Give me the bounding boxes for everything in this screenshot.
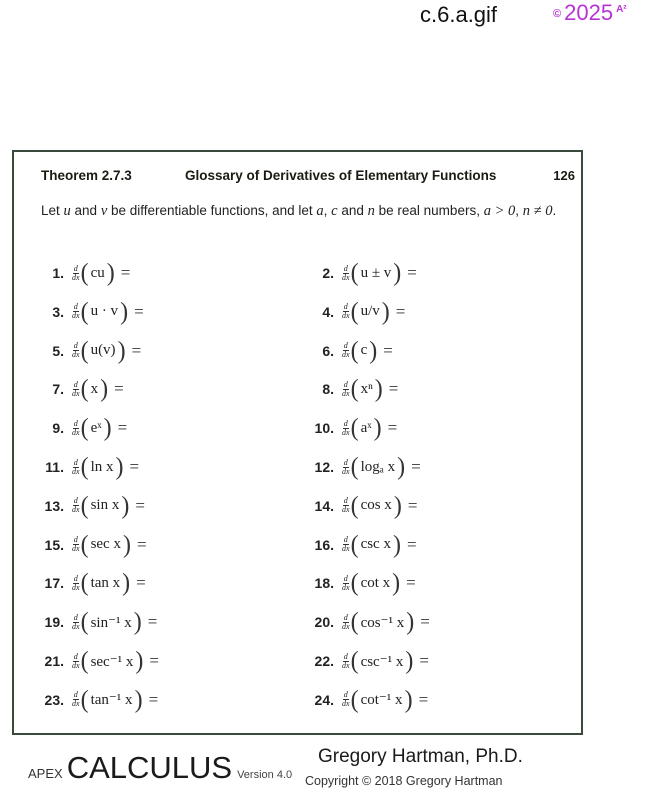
close-paren: ) — [117, 336, 126, 365]
formula-expression: tan⁻¹ x — [90, 692, 133, 709]
ddx-denominator: dx — [342, 427, 350, 437]
formula-expression: u(v) — [90, 342, 116, 359]
formula-item — [306, 374, 398, 404]
close-paren: ) — [392, 530, 401, 559]
formula-item — [306, 646, 429, 676]
formula-number: 9. — [52, 420, 64, 437]
formula-number: 13. — [44, 497, 64, 514]
derivative-operator — [72, 459, 80, 476]
formula-item — [36, 258, 130, 288]
formula-expression: c — [360, 342, 368, 359]
equals-sign: = — [129, 457, 140, 476]
ddx-denominator: dx — [72, 699, 80, 709]
ddx-denominator: dx — [342, 505, 350, 515]
equals-sign: = — [383, 340, 393, 360]
derivative-operator — [72, 653, 80, 670]
formula-item — [36, 336, 141, 366]
formula-expression: logₐ x — [360, 458, 396, 475]
open-paren: ( — [350, 336, 359, 365]
formula-number: 19. — [44, 614, 64, 631]
formula-item — [306, 491, 417, 521]
formula-expression: csc x — [360, 536, 391, 553]
formula-number: 10. — [314, 420, 334, 437]
ddx-denominator: dx — [342, 272, 350, 282]
version-label: Version 4.0 — [237, 769, 293, 781]
derivative-operator — [72, 265, 80, 282]
ddx-denominator: dx — [72, 505, 80, 515]
formula-expression: sin⁻¹ x — [90, 614, 132, 631]
ddx-denominator: dx — [72, 466, 80, 476]
intro-var-a: a — [316, 203, 324, 219]
close-paren: ) — [392, 569, 401, 598]
equals-sign: = — [388, 379, 399, 399]
formula-expression: eˣ — [90, 419, 102, 436]
ddx-denominator: dx — [342, 466, 350, 476]
ddx-numerator: d — [343, 457, 348, 467]
ddx-numerator: d — [343, 263, 348, 273]
derivative-operator — [342, 381, 350, 398]
copyright-icon: © — [553, 8, 562, 20]
formula-number: 21. — [44, 653, 64, 669]
derivative-operator — [72, 303, 80, 320]
equals-sign: = — [135, 495, 145, 515]
ddx-numerator: d — [73, 302, 78, 312]
formula-item — [306, 607, 430, 637]
formula-item — [36, 413, 127, 443]
formula-expression: tan x — [90, 574, 121, 591]
ddx-numerator: d — [73, 379, 78, 389]
formula-item — [306, 413, 397, 443]
page-number: 126 — [553, 168, 575, 183]
ddx-numerator: d — [343, 612, 348, 622]
intro-condition-a: a > 0 — [483, 203, 516, 219]
theorem-number: Theorem 2.7.3 — [41, 168, 132, 183]
derivative-operator — [342, 265, 350, 282]
close-paren: ) — [404, 686, 413, 714]
close-paren: ) — [393, 492, 402, 520]
derivative-operator — [342, 653, 350, 670]
close-paren: ) — [103, 414, 112, 442]
formula-item — [306, 568, 416, 598]
open-paren: ( — [350, 414, 359, 442]
formula-expression: cot x — [360, 574, 391, 591]
equals-sign: = — [407, 495, 418, 515]
derivative-operator — [72, 575, 80, 592]
formula-expression: cos x — [360, 497, 392, 514]
formula-number: 15. — [44, 536, 64, 553]
formula-expression: csc⁻¹ x — [360, 653, 404, 670]
open-paren: ( — [350, 686, 359, 714]
open-paren: ( — [350, 647, 359, 675]
formula-number: 4. — [322, 303, 334, 320]
formula-number: 7. — [52, 381, 64, 398]
formula-item — [36, 568, 146, 598]
equals-sign: = — [387, 418, 398, 438]
open-paren: ( — [80, 530, 89, 559]
derivative-operator — [72, 536, 80, 553]
intro-text: , — [515, 203, 523, 218]
formula-expression: ln x — [90, 458, 114, 475]
intro-text: be differentiable functions, and let — [107, 203, 317, 218]
copyright-badge — [553, 0, 627, 26]
ddx-numerator: d — [73, 535, 78, 545]
close-paren: ) — [133, 608, 142, 636]
equals-sign: = — [395, 301, 406, 321]
formula-expression: cu — [90, 264, 105, 281]
formula-expression: u ± v — [360, 264, 392, 281]
ddx-denominator: dx — [72, 427, 80, 437]
formula-number: 12. — [314, 459, 334, 475]
ddx-numerator: d — [343, 690, 348, 700]
ddx-numerator: d — [343, 535, 348, 545]
equals-sign: = — [147, 612, 158, 632]
formula-item — [36, 452, 139, 482]
open-paren: ( — [350, 569, 359, 598]
equals-sign: = — [136, 573, 146, 593]
open-paren: ( — [350, 492, 359, 520]
ddx-denominator: dx — [342, 582, 350, 592]
copyright-year: 2025 — [564, 0, 614, 25]
equals-sign: = — [136, 534, 147, 554]
formula-number: 23. — [44, 691, 64, 708]
ddx-numerator: d — [343, 573, 348, 583]
open-paren: ( — [80, 569, 89, 598]
formula-number: 24. — [314, 691, 334, 708]
ddx-numerator: d — [73, 341, 78, 351]
close-paren: ) — [100, 375, 109, 404]
ddx-numerator: d — [73, 651, 78, 661]
ddx-denominator: dx — [72, 621, 80, 631]
equals-sign: = — [406, 573, 416, 593]
filename-label: c.6.a.gif — [420, 2, 498, 27]
formula-item — [36, 646, 159, 676]
formula-expression: aˣ — [360, 419, 372, 436]
ddx-denominator: dx — [342, 388, 350, 398]
formula-expression: cot⁻¹ x — [360, 692, 403, 709]
ddx-denominator: dx — [342, 660, 350, 670]
equals-sign: = — [418, 689, 429, 709]
formula-item — [36, 374, 124, 404]
open-paren: ( — [350, 453, 359, 481]
open-paren: ( — [350, 259, 359, 287]
open-paren: ( — [350, 375, 359, 404]
ddx-denominator: dx — [342, 544, 350, 554]
formula-expression: x — [90, 380, 99, 397]
close-paren: ) — [369, 336, 378, 365]
close-paren: ) — [135, 647, 144, 675]
equals-sign: = — [117, 418, 128, 438]
intro-var-v: v — [100, 203, 108, 219]
derivative-operator — [342, 575, 350, 592]
intro-text: Let — [41, 203, 64, 218]
ddx-numerator: d — [343, 341, 348, 351]
formula-expression: u · v — [90, 303, 119, 320]
ddx-denominator: dx — [72, 272, 80, 282]
close-paren: ) — [397, 453, 406, 481]
derivative-operator — [72, 691, 80, 708]
formula-item — [36, 530, 147, 560]
equals-sign: = — [406, 534, 417, 554]
intro-var-n: n — [367, 203, 375, 219]
formula-expression: xⁿ — [360, 380, 373, 397]
copyright-notice: Copyright © 2018 Gregory Hartman — [305, 774, 503, 788]
theorem-title: Glossary of Derivatives of Elementary Functions — [185, 168, 497, 183]
derivative-operator — [342, 303, 350, 320]
close-paren: ) — [122, 530, 131, 559]
ddx-numerator: d — [73, 263, 78, 273]
formula-number: 8. — [322, 381, 334, 398]
equals-sign: = — [407, 263, 417, 282]
open-paren: ( — [80, 375, 89, 404]
intro-condition-n: n ≠ 0 — [522, 203, 553, 219]
formula-item — [36, 297, 144, 327]
intro-var-c: c — [331, 203, 338, 219]
intro-text: , — [323, 203, 332, 218]
close-paren: ) — [393, 259, 402, 287]
close-paren: ) — [381, 298, 390, 326]
intro-text: and — [337, 203, 368, 218]
open-paren: ( — [80, 259, 89, 287]
open-paren: ( — [350, 608, 359, 636]
equals-sign: = — [411, 457, 421, 476]
equals-sign: = — [419, 651, 429, 670]
open-paren: ( — [350, 298, 359, 326]
close-paren: ) — [405, 647, 414, 675]
equals-sign: = — [148, 689, 159, 709]
formula-item — [306, 336, 393, 366]
formula-number: 20. — [314, 614, 334, 631]
calculus-wordmark: CALCULUS — [66, 750, 233, 785]
ddx-numerator: d — [343, 379, 348, 389]
theorem-header — [41, 168, 575, 183]
open-paren: ( — [80, 453, 89, 481]
ddx-numerator: d — [343, 302, 348, 312]
equals-sign: = — [131, 340, 142, 360]
ddx-numerator: d — [73, 496, 78, 506]
theorem-box — [12, 150, 583, 735]
ddx-numerator: d — [343, 418, 348, 428]
ddx-denominator: dx — [342, 621, 350, 631]
close-paren: ) — [115, 453, 124, 481]
ddx-numerator: d — [73, 573, 78, 583]
ddx-denominator: dx — [72, 350, 80, 360]
formula-item — [306, 685, 428, 715]
formula-item — [306, 530, 417, 560]
formula-number: 2. — [322, 265, 334, 281]
ddx-numerator: d — [73, 457, 78, 467]
close-paren: ) — [374, 375, 383, 404]
close-paren: ) — [121, 492, 130, 520]
equals-sign: = — [420, 612, 430, 632]
derivative-operator — [342, 497, 350, 514]
close-paren: ) — [122, 569, 131, 598]
formula-item — [36, 607, 157, 637]
theorem-intro — [41, 200, 561, 222]
formula-item — [306, 297, 405, 327]
derivative-operator — [342, 691, 350, 708]
formula-number: 5. — [52, 342, 64, 359]
intro-text: . — [552, 203, 557, 218]
open-paren: ( — [80, 336, 89, 365]
apex-wordmark: APEX — [28, 766, 63, 781]
close-paren: ) — [406, 608, 415, 636]
derivative-operator — [72, 497, 80, 514]
ddx-denominator: dx — [72, 388, 80, 398]
formula-expression: sin x — [90, 497, 120, 514]
formula-item — [306, 258, 417, 288]
close-paren: ) — [134, 686, 143, 714]
formula-expression: sec⁻¹ x — [90, 653, 134, 670]
ddx-denominator: dx — [72, 544, 80, 554]
equals-sign: = — [114, 379, 124, 399]
equals-sign: = — [149, 651, 159, 670]
author-name: Gregory Hartman, Ph.D. — [318, 746, 523, 767]
formula-number: 22. — [314, 653, 334, 669]
formula-item — [306, 452, 421, 482]
formula-expression: u/v — [360, 303, 380, 320]
ddx-denominator: dx — [342, 311, 350, 321]
ddx-numerator: d — [343, 651, 348, 661]
ddx-numerator: d — [343, 496, 348, 506]
open-paren: ( — [350, 530, 359, 559]
formula-number: 6. — [322, 342, 334, 359]
formula-number: 1. — [52, 265, 64, 281]
derivative-operator — [72, 614, 80, 631]
formula-expression: sec x — [90, 536, 121, 553]
derivative-operator — [342, 459, 350, 476]
badge-mark: A² — [616, 4, 627, 15]
ddx-denominator: dx — [72, 582, 80, 592]
open-paren: ( — [80, 414, 89, 442]
formula-item — [36, 491, 145, 521]
derivative-operator — [72, 420, 80, 437]
equals-sign: = — [134, 301, 144, 321]
ddx-denominator: dx — [342, 699, 350, 709]
formula-number: 11. — [45, 459, 64, 475]
derivative-operator — [72, 381, 80, 398]
derivative-operator — [342, 342, 350, 359]
ddx-denominator: dx — [72, 311, 80, 321]
derivative-operator — [342, 420, 350, 437]
formula-number: 18. — [314, 575, 334, 592]
formula-expression: cos⁻¹ x — [360, 614, 405, 631]
ddx-numerator: d — [73, 690, 78, 700]
ddx-denominator: dx — [342, 350, 350, 360]
open-paren: ( — [80, 647, 89, 675]
formula-item — [36, 685, 158, 715]
close-paren: ) — [373, 414, 382, 442]
formula-number: 14. — [314, 497, 334, 514]
formula-number: 16. — [314, 536, 334, 553]
close-paren: ) — [120, 298, 129, 326]
intro-var-u: u — [63, 203, 71, 219]
derivative-operator — [342, 614, 350, 631]
ddx-denominator: dx — [72, 660, 80, 670]
open-paren: ( — [80, 298, 89, 326]
apex-calculus-logo — [28, 750, 292, 786]
open-paren: ( — [80, 686, 89, 714]
equals-sign: = — [120, 263, 131, 282]
ddx-numerator: d — [73, 418, 78, 428]
formula-number: 3. — [52, 303, 64, 320]
intro-text: and — [70, 203, 101, 218]
ddx-numerator: d — [73, 612, 78, 622]
derivative-operator — [342, 536, 350, 553]
derivative-operator — [72, 342, 80, 359]
open-paren: ( — [80, 492, 89, 520]
formula-number: 17. — [44, 575, 64, 592]
close-paren: ) — [106, 259, 115, 287]
intro-text: be real numbers, — [374, 203, 484, 218]
open-paren: ( — [80, 608, 89, 636]
